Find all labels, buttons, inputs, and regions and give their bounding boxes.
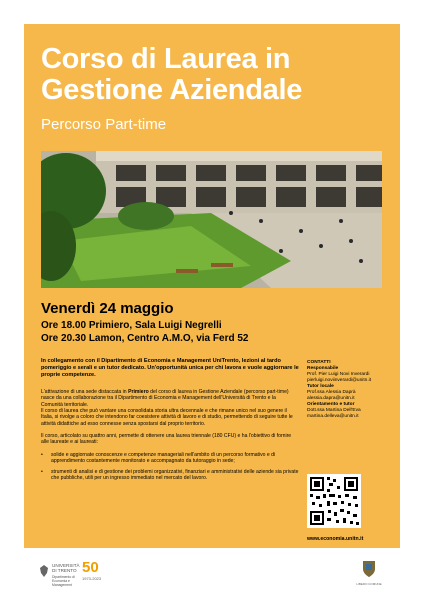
responsabile-email[interactable]: pierluigi.noviinverardi@unitn.it — [307, 378, 372, 383]
municipal-crest — [356, 560, 382, 588]
campus-photo-illustration — [41, 151, 382, 288]
tutor-email[interactable]: alessia.dapra@unitn.it — [307, 396, 355, 401]
event-time-primiero: Ore 18.00 Primiero, Sala Luigi Negrelli — [41, 320, 222, 331]
eagle-icon — [38, 564, 50, 578]
anniversary-years: 1973-2023 — [82, 576, 102, 581]
event-date: Venerdì 24 maggio — [41, 300, 174, 317]
p1-bold: Primiero — [128, 389, 149, 395]
body-paragraph-3: Il corso, articolato su quattro anni, permette di ottenere una laurea triennale (180 CFU) e ha l'obiettivo di fornire alle laureate e ai laureati: — [41, 433, 292, 446]
unitn-logo — [38, 562, 80, 587]
poster — [24, 24, 400, 548]
event-time-lamon: Ore 20.30 Lamon, Centro A.M.O, via Ferd 52 — [41, 333, 249, 344]
tutor-label: Tutor locale — [307, 384, 334, 389]
dept-name-line2: Economia e Management — [52, 578, 72, 587]
responsabile-name: Prof. Pier Luigi Novi Inverardi — [307, 372, 370, 377]
title-line-1: Corso di Laurea in — [41, 43, 291, 75]
contacts-box — [307, 360, 397, 420]
crest-icon — [362, 560, 376, 578]
subtitle: Percorso Part-time — [41, 116, 167, 133]
anniversary-number: 50 — [82, 559, 99, 576]
benefit-item: • strumenti di analisi e di gestione dei problemi organizzativi, finanziari e amministrativi delle aziende sia private che pubbliche, utili per un ingresso immediato nel mercato del lavoro. — [41, 469, 299, 482]
p1-post: del corso di laurea in Gestione Aziendale (percorso part-time) nasce da una collaborazione tra il Dipartimento di Economia e Management dell'Università di Trento e la Comunità territoriale. — [41, 389, 289, 408]
benefits-list — [41, 452, 299, 485]
benefit-item: • solide e aggiornate conoscenze e competenze manageriali nell'ambito di un percorso formativo e di apprendimento costantemente monitorato e accompagnato da tutoraggio in sede; — [41, 452, 299, 465]
website-link[interactable]: www.economia.unitn.it — [307, 536, 364, 542]
qr-code[interactable] — [307, 474, 361, 528]
orient-label: Orientamento e tutor — [307, 402, 355, 407]
orient-name: Dott.ssa Martina Dell'Eva — [307, 408, 361, 413]
campus-photo — [41, 151, 382, 288]
uni-name-line1: UNIVERSITÀ — [52, 563, 80, 568]
uni-name-line2: DI TRENTO — [52, 568, 77, 574]
dept-name-line1: Dipartimento di — [52, 574, 75, 579]
contacts-heading: CONTATTI — [307, 360, 331, 365]
tutor-name: Prof.ssa Alessia Daprà — [307, 390, 356, 395]
qr-code-graphic — [307, 474, 361, 528]
title-line-2: Gestione Aziendale — [41, 74, 303, 106]
anniversary-logo — [82, 560, 112, 586]
body-paragraph-2: Il corso di laurea che può vantare una consolidata storia ultra decennale e che rimane unico nel suo genere il Italia, si rivolge a coloro che intendono far coesistere attività di lavoro e di studio, permettendo di seguire tutte le attività didattiche ad esso connesse senza spostarsi dal proprio territorio. — [41, 408, 293, 427]
p1-pre: L'attivazione di una sede distaccata in — [41, 389, 129, 395]
orient-email[interactable]: martina.delleva@unitn.it — [307, 414, 359, 419]
responsabile-label: Responsabile — [307, 366, 339, 371]
intro-text: In collegamento con il Dipartimento di Economia e Management UniTrento, lezioni al tardo pomeriggio e serali e un tutor dedicato. Un'opportunità unica per chi lavora e vuole aggiornare le proprie competenze. — [41, 358, 299, 378]
body-paragraph-1 — [41, 389, 299, 408]
page-title — [41, 44, 391, 106]
crest-caption: LIBERO COMUNE — [356, 582, 382, 586]
